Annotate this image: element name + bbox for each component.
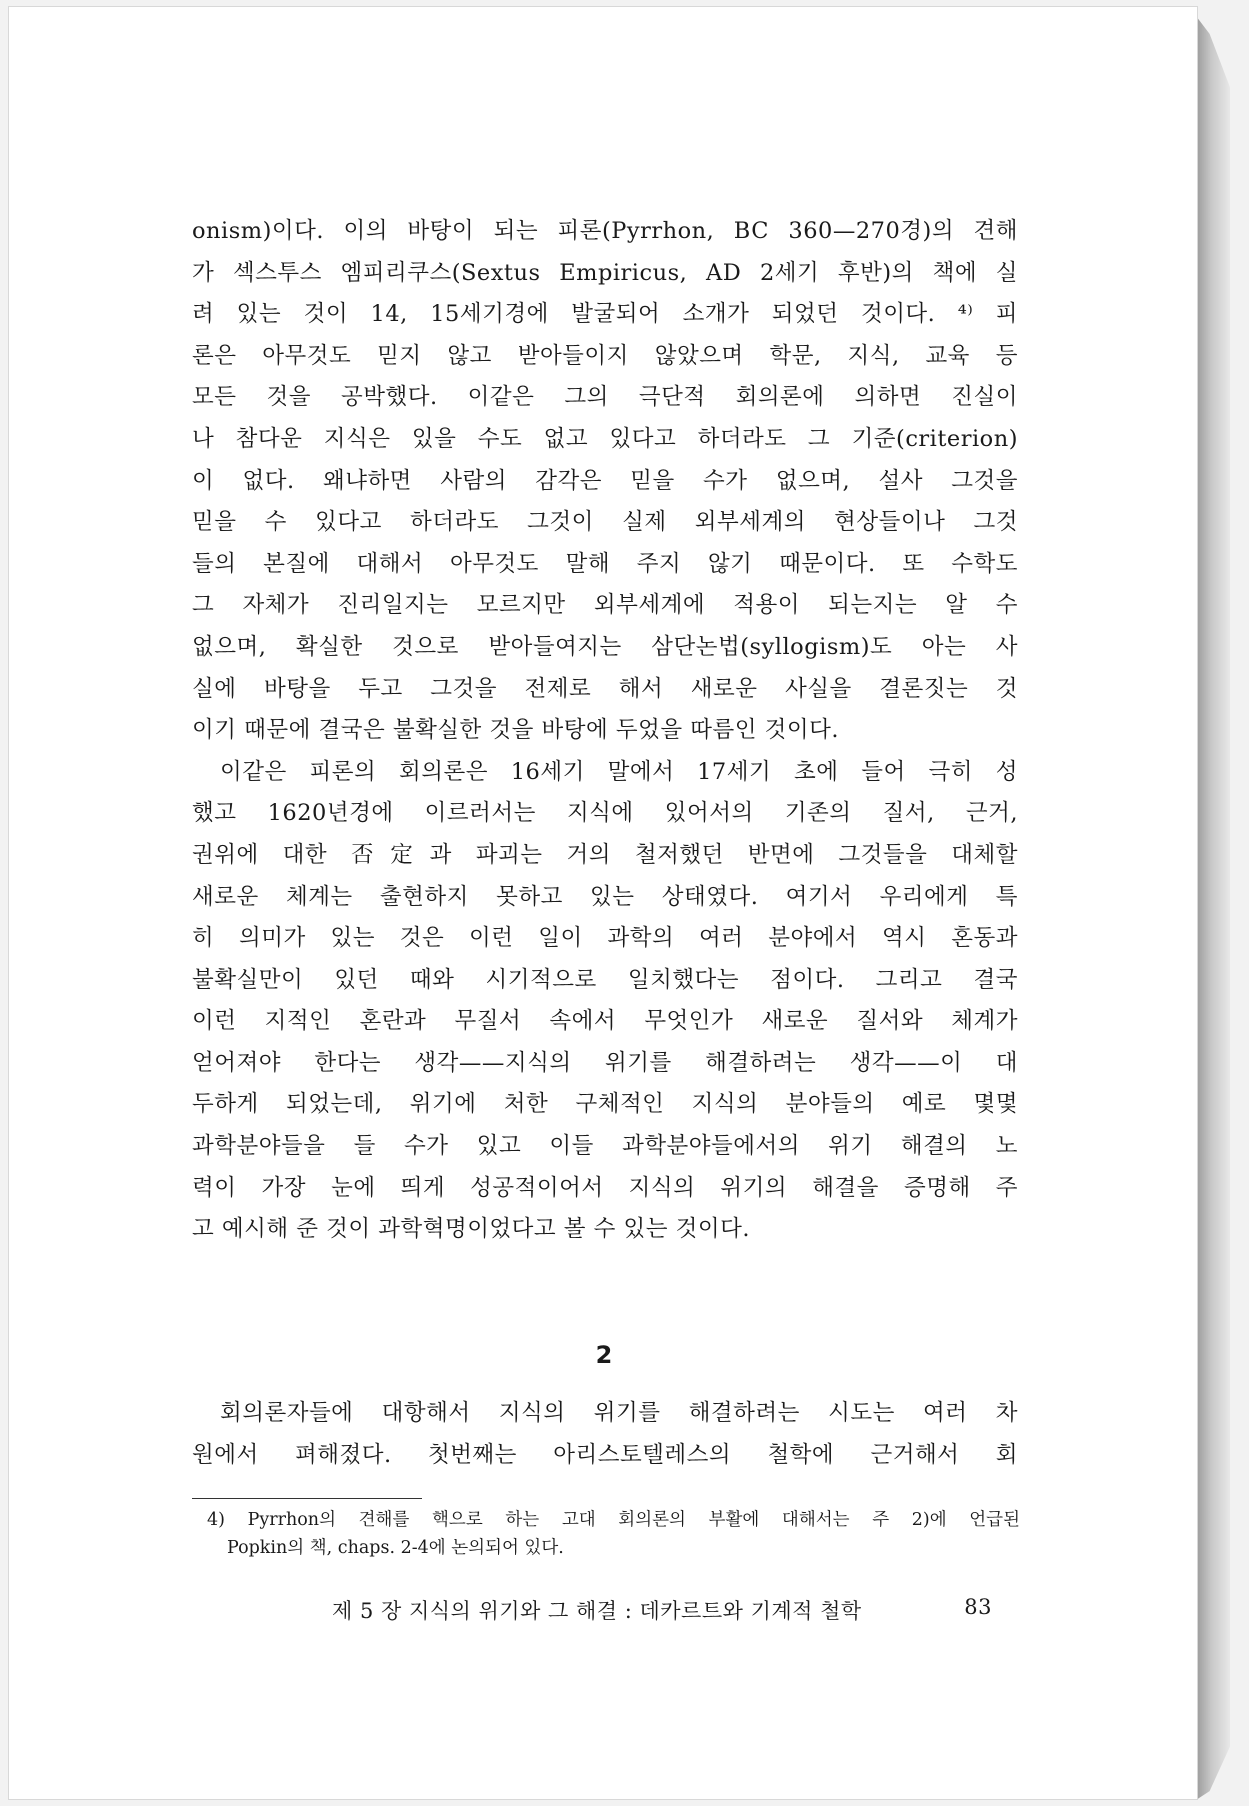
body-line: onism)이다. 이의 바탕이 되는 피론(Pyrrhon, BC 360—270경)의 견해: [192, 218, 1018, 244]
section-number: 2: [595, 1341, 613, 1369]
body-line: 론은 아무것도 믿지 않고 받아들이지 않았으며 학문, 지식, 교육 등: [192, 342, 1018, 369]
footnote-line: 4) Pyrrhon의 견해를 핵으로 하는 고대 회의론의 부활에 대해서는 주 2)에 언급된: [207, 1510, 1020, 1530]
body-line: 권위에 대한 否定과 파괴는 거의 철저했던 반면에 그것들을 대체할: [192, 841, 1018, 868]
body-line: 력이 가장 눈에 띄게 성공적이어서 지식의 위기의 해결을 증명해 주: [192, 1174, 1018, 1201]
body-line: 그 자체가 진리일지는 모르지만 외부세계에 적용이 되는지는 알 수: [192, 592, 1018, 619]
body-line: 없으며, 확실한 것으로 받아들여지는 삼단논법(syllogism)도 아는 사: [192, 633, 1018, 660]
body-line: 회의론자들에 대항해서 지식의 위기를 해결하려는 시도는 여러 차: [220, 1400, 1018, 1426]
body-line: 들의 본질에 대해서 아무것도 말해 주지 않기 때문이다. 또 수학도: [192, 550, 1018, 577]
body-line: 고 예시해 준 것이 과학혁명이었다고 볼 수 있는 것이다.: [192, 1216, 751, 1243]
book-page: [8, 6, 1198, 1800]
page-number: 83: [964, 1595, 992, 1619]
page-edge-shadow: [1196, 16, 1230, 1800]
chapter-title: 제 5 장 지식의 위기와 그 해결 : 데카르트와 기계적 철학: [332, 1599, 862, 1623]
body-line: 나 참다운 지식은 있을 수도 없고 있다고 하더라도 그 기준(criterion): [192, 425, 1018, 452]
body-line: 히 의미가 있는 것은 이런 일이 과학의 여러 분야에서 역시 혼동과: [192, 925, 1018, 952]
body-line: 얻어져야 한다는 생각——지식의 위기를 해결하려는 생각——이 대: [192, 1049, 1018, 1076]
running-footer: [332, 1595, 992, 1625]
body-line: 새로운 체계는 출현하지 못하고 있는 상태였다. 여기서 우리에게 특: [192, 883, 1018, 910]
body-line: 모든 것을 공박했다. 이같은 그의 극단적 회의론에 의하면 진실이: [192, 384, 1018, 411]
body-line: 이 없다. 왜냐하면 사람의 감각은 믿을 수가 없으며, 설사 그것을: [192, 467, 1018, 494]
body-line: 이같은 피론의 회의론은 16세기 말에서 17세기 초에 들어 극히 성: [220, 758, 1018, 785]
footnote-divider: [192, 1498, 422, 1499]
body-line: 실에 바탕을 두고 그것을 전제로 해서 새로운 사실을 결론짓는 것: [192, 675, 1018, 702]
footnote-line: Popkin의 책, chaps. 2-4에 논의되어 있다.: [227, 1538, 564, 1558]
body-line: 원에서 펴해졌다. 첫번째는 아리스토텔레스의 철학에 근거해서 회: [192, 1441, 1018, 1468]
body-line: 두하게 되었는데, 위기에 처한 구체적인 지식의 분야들의 예로 몇몇: [192, 1091, 1018, 1118]
body-line: 했고 1620년경에 이르러서는 지식에 있어서의 기존의 질서, 근거,: [192, 800, 1018, 827]
body-text-section-1: [192, 211, 1018, 1251]
body-line: 과학분야들을 들 수가 있고 이들 과학분야들에서의 위기 해결의 노: [192, 1133, 1018, 1160]
footnote: [207, 1506, 1020, 1562]
body-line: 불확실만이 있던 때와 시기적으로 일치했다는 점이다. 그리고 결국: [192, 966, 1018, 993]
body-text-section-2: [192, 1393, 1018, 1476]
body-line: 믿을 수 있다고 하더라도 그것이 실제 외부세계의 현상들이나 그것: [192, 509, 1018, 536]
body-line: 려 있는 것이 14, 15세기경에 발굴되어 소개가 되었던 것이다. ⁴⁾ 피: [192, 301, 1018, 328]
body-line: 이기 때문에 결국은 불확실한 것을 바탕에 두었을 따름인 것이다.: [192, 717, 839, 744]
body-line: 이런 지적인 혼란과 무질서 속에서 무엇인가 새로운 질서와 체계가: [192, 1008, 1018, 1035]
body-line: 가 섹스투스 엠피리쿠스(Sextus Empiricus, AD 2세기 후반)의 책에 실: [192, 259, 1018, 286]
